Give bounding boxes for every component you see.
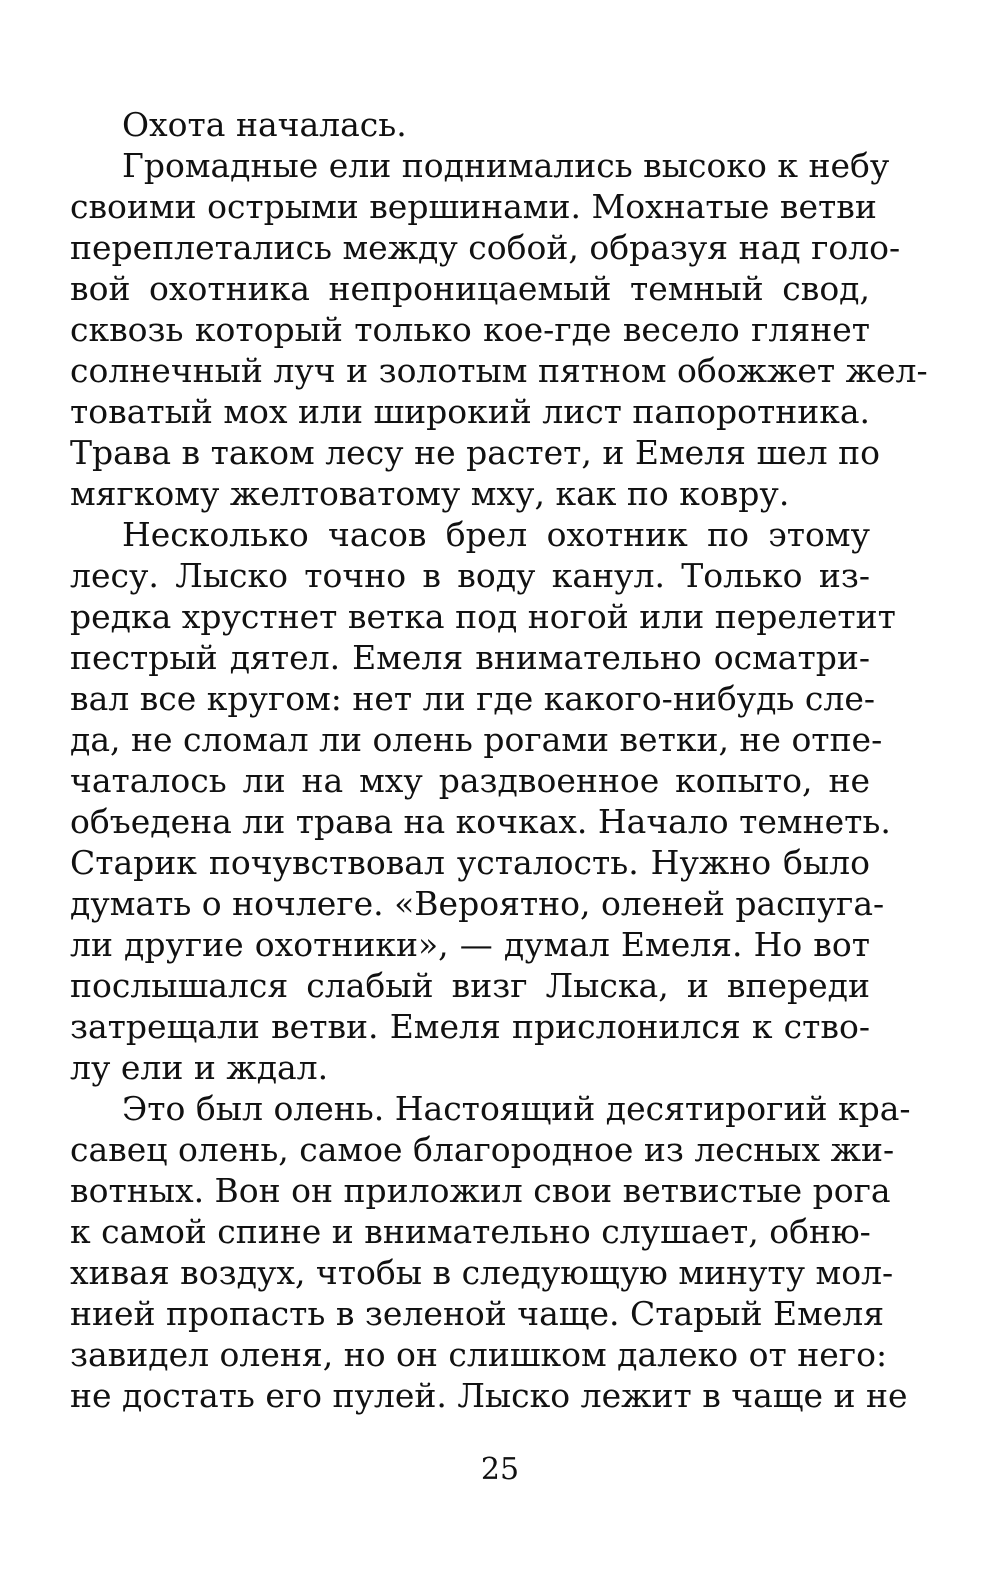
text-line: нией пропасть в зеленой чаще. Старый Емеля xyxy=(70,1294,885,1333)
text-line: сквозь который только кое-где весело глянет xyxy=(70,310,870,349)
text-line: переплетались между собой, образуя над голо- xyxy=(70,228,901,267)
page-number: 25 xyxy=(480,1452,520,1487)
text-line: да, не сломал ли олень рогами ветки, не отпе- xyxy=(70,720,883,759)
text-line: вой охотника непроницаемый темный свод, xyxy=(70,269,870,308)
text-line: Это был олень. Настоящий десятирогий кра- xyxy=(122,1089,911,1128)
text-line: своими острыми вершинами. Мохнатые ветви xyxy=(70,187,877,226)
text-line: товатый мох или широкий лист папоротника. xyxy=(70,392,870,431)
paragraph-1 xyxy=(70,104,870,145)
text-line: Несколько часов брел охотник по этому xyxy=(122,515,870,554)
text-line: Охота началась. xyxy=(122,105,407,144)
text-line: Старик почувствовал усталость. Нужно было xyxy=(70,843,870,882)
text-line: завидел оленя, но он слишком далеко от него: xyxy=(70,1335,888,1374)
text-line: мягкому желтоватому мху, как по ковру. xyxy=(70,474,790,513)
paragraph-2 xyxy=(70,145,928,514)
text-line: вал все кругом: нет ли где какого-нибудь сле- xyxy=(70,679,876,718)
paragraph-3 xyxy=(70,514,896,1088)
text-line: послышался слабый визг Лыска, и впереди xyxy=(70,966,870,1005)
text-line: думать о ночлеге. «Вероятно, оленей распуга- xyxy=(70,884,885,923)
text-line: редка хрустнет ветка под ногой или перелетит xyxy=(70,597,896,636)
text-line: солнечный луч и золотым пятном обожжет жел- xyxy=(70,351,928,390)
paragraph-4 xyxy=(70,1088,911,1416)
text-line: ли другие охотники», — думал Емеля. Но вот xyxy=(70,925,870,964)
text-line: пестрый дятел. Емеля внимательно осматри- xyxy=(70,638,870,677)
text-line: затрещали ветви. Емеля прислонился к ство- xyxy=(70,1007,870,1046)
text-line: Трава в таком лесу не растет, и Емеля шел по xyxy=(70,433,880,472)
text-line: к самой спине и внимательно слушает, обню- xyxy=(70,1212,871,1251)
text-line: лу ели и ждал. xyxy=(70,1048,329,1087)
text-line: савец олень, самое благородное из лесных жи- xyxy=(70,1130,895,1169)
text-line: хивая воздух, чтобы в следующую минуту мол- xyxy=(70,1253,894,1292)
text-line: чаталось ли на мху раздвоенное копыто, не xyxy=(70,761,870,800)
text-line: не достать его пулей. Лыско лежит в чаще и не xyxy=(70,1376,908,1415)
page-text xyxy=(70,104,928,1416)
text-line: объедена ли трава на кочках. Начало темнеть. xyxy=(70,802,891,841)
text-line: Громадные ели поднимались высоко к небу xyxy=(122,146,890,185)
text-line: вотных. Вон он приложил свои ветвистые рога xyxy=(70,1171,891,1210)
text-line: лесу. Лыско точно в воду канул. Только из- xyxy=(70,556,870,595)
